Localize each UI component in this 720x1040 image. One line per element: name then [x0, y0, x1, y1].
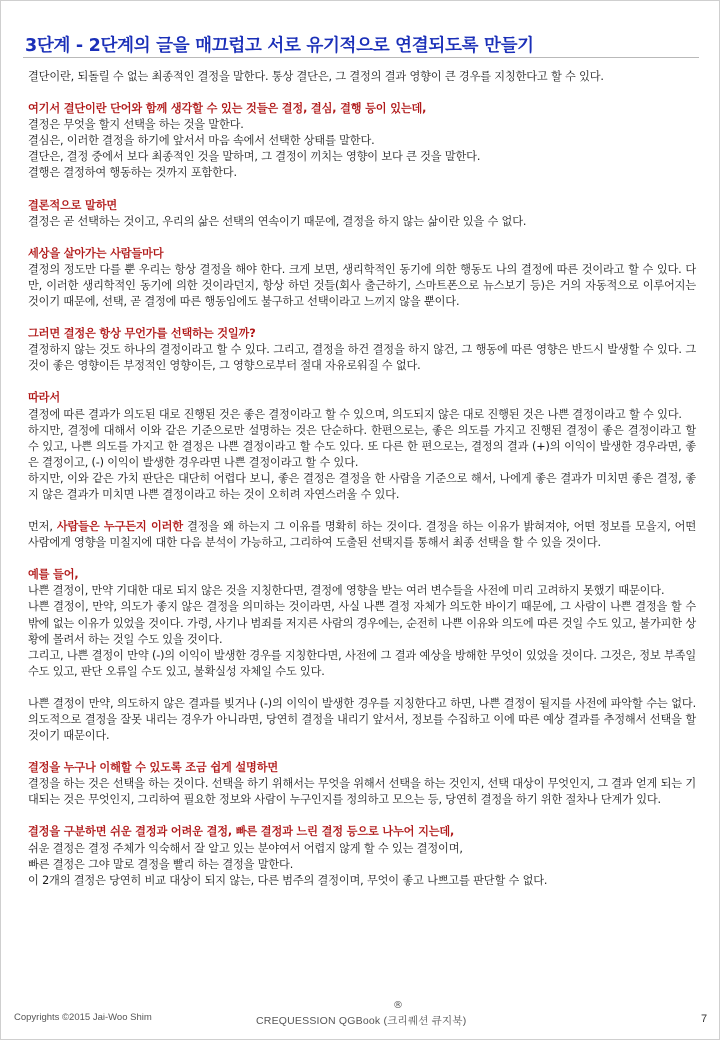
body-line: 결심은, 이러한 결정을 하기에 앞서서 마음 속에서 선택한 상태를 말한다. [28, 134, 375, 148]
body-line: 결행은 결정하여 행동하는 것까지 포함한다. [28, 166, 237, 180]
document-body [28, 69, 696, 889]
page-title: 3단계 - 2단계의 글을 매끄럽고 서로 유기적으로 연결되도록 만들기 [25, 36, 534, 56]
body-paragraph: 그리고, 나쁜 결정이 만약 (-)의 이익이 발생한 경우를 지칭한다면, 사전에 그 결과 예상을 방해한 무엇이 있었을 것이다. 그것은, 정보 부족일 수도 있고, 판단 오류일 수도 있고, 불확실성 자체일 수도 있다. [28, 648, 696, 678]
body-paragraph [28, 519, 696, 551]
book-title-footer: CREQUESSION QGBook (크리퀘션 큐지북) [256, 1015, 467, 1027]
body-paragraph: 하지만, 이와 같은 가치 판단은 대단히 어렵다 보니, 좋은 결정은 결정을 한 사람을 기준으로 해서, 나에게 좋은 결과가 미치면 좋은 결정, 좋지 않은 결과가 미치면 나쁜 결정이라고 하는 것이 오히려 자연스러울 수 있다. [28, 471, 696, 501]
body-line: 이 2개의 결정은 당연히 비교 대상이 되지 않는, 다른 범주의 결정이며, 무엇이 좋고 나쁘고를 판단할 수 없다. [28, 873, 548, 887]
copyright-notice: Copyrights ©2015 Jai-Woo Shim [14, 1012, 152, 1023]
page-number: 7 [701, 1013, 708, 1025]
body-paragraph: 나쁜 결정이, 만약, 의도가 좋지 않은 결정을 의미하는 것이라면, 사실 나쁜 결정 자체가 의도한 바이기 때문에, 그 사람이 나쁜 결정을 할 수밖에 없는 이유가 있었을 것이다. 가령, 사기나 범죄를 저지른 사람의 경우에는, 순전히 나쁜 이유와 의도에 따른 것일 수도 있고, 불가피한 상황에 몰려서 하는 것일 수도 있을 것이다. [28, 600, 696, 646]
intro-paragraph: 결단이란, 되돌릴 수 없는 최종적인 결정을 말한다. 통상 결단은, 그 결정의 결과 영향이 큰 경우를 지칭한다고 할 수 있다. [28, 70, 604, 83]
section-heading: 결정을 누구나 이해할 수 있도록 조금 쉽게 설명하면 [28, 761, 279, 775]
body-paragraph: 결정의 정도만 다를 뿐 우리는 항상 결정을 해야 한다. 크게 보면, 생리학적인 동기에 의한 행동도 나의 결정에 따른 것이라고 할 수 있다. 다만, 이러한 생리학적인 동기에 의한 것이라던지, 항상 하던 것들(회사 출근하기, 스마트폰으로 뉴스보기 등)은 거의 자동적으로 이루어지는 것이기 때문에, 선택, 곧 결정에 따른 행동임에도 불구하고 선택이라고 느끼지 않을 뿐이다. [28, 262, 696, 309]
body-paragraph: 하지만, 결정에 대해서 이와 같은 기준으로만 설명하는 것은 단순하다. 한편으로는, 좋은 의도를 가지고 진행된 결정이 좋은 결정이라고 할 수 있고, 나쁜 의도를 가지고 한 결정은 나쁜 결정이라고 할 수도 있다. 또 다른 한 편으로는, 결정의 결과 (+)의 이익이 발생한 경우라면, 좋은 결정이고, (-) 이익이 발생한 경우라면 나쁜 결정이라고 할 수 있다. [28, 423, 696, 469]
body-line: 결정은 무엇을 할지 선택을 하는 것을 말한다. [28, 118, 244, 132]
section-heading: 예를 들어, [28, 568, 79, 582]
section-heading: 그러면 결정은 항상 무언가를 선택하는 것일까? [28, 327, 256, 341]
body-paragraph: 결정을 하는 것은 선택을 하는 것이다. 선택을 하기 위해서는 무엇을 위해서 선택을 하는 것인지, 선택 대상이 무엇인지, 그 결과 얻게 되는 기대되는 것은 무엇인지, 그리하여 필요한 정보와 사람이 누구인지를 정의하고 모으는 등, 당연히 결정을 하기 위한 절차나 단계가 있다. [28, 777, 696, 807]
paragraph-rest: 결정을 왜 하는지 그 이유를 명확히 하는 것이다. 결정을 하는 이유가 밝혀져야, 어떤 정보를 모을지, 어떤 사람에게 영향을 미칠지에 대한 다음 분석이 가능하고, 그리하여 도출된 선택지를 통해서 최종 선택을 할 수 있을 것이다. [28, 520, 696, 550]
registered-mark: ® [393, 1000, 403, 1011]
section-heading: 결정을 구분하면 쉬운 결정과 어려운 결정, 빠른 결정과 느린 결정 등으로 나누어 지는데, [28, 825, 455, 839]
paragraph-lead: 먼저, [28, 520, 57, 534]
section-heading: 결론적으로 말하면 [28, 198, 118, 212]
body-paragraph: 결정하지 않는 것도 하나의 결정이라고 할 수 있다. 그리고, 결정을 하건 결정을 하지 않건, 그 행동에 따른 영향은 반드시 발생할 수 있다. 그것이 좋은 영향이든 부정적인 영향이든, 그 영향으로부터 절대 자유로워질 수 없다. [28, 343, 696, 373]
body-paragraph: 결정에 따른 결과가 의도된 대로 진행된 것은 좋은 결정이라고 할 수 있으며, 의도되지 않은 대로 진행된 것은 나쁜 결정이라고 할 수 있다. [28, 407, 682, 421]
body-paragraph: 결정은 곧 선택하는 것이고, 우리의 삶은 선택의 연속이기 때문에, 결정을 하지 않는 삶이란 있을 수 없다. [28, 214, 527, 228]
section-heading: 따라서 [28, 391, 60, 405]
body-line: 쉬운 결정은 결정 주체가 익숙해서 잘 알고 있는 분야여서 어렵지 않게 할 수 있는 결정이며, [28, 841, 463, 855]
highlighted-phrase: 사람들은 누구든지 이러한 [56, 520, 183, 534]
section-heading: 세상을 살아가는 사람들마다 [28, 246, 164, 260]
body-line: 빠른 결정은 그야 말로 결정을 빨리 하는 결정을 말한다. [28, 857, 294, 871]
title-divider [23, 57, 699, 58]
body-line: 결단은, 결정 중에서 보다 최종적인 것을 말하며, 그 결정이 끼치는 영향이 보다 큰 것을 말한다. [28, 150, 481, 164]
section-heading: 여기서 결단이란 단어와 함께 생각할 수 있는 것들은 결정, 결심, 결행 등이 있는데, [28, 102, 427, 116]
body-paragraph: 나쁜 결정이 만약, 의도하지 않은 결과를 빚거나 (-)의 이익이 발생한 경우를 지칭한다고 하면, 나쁜 결정이 될지를 사전에 파악할 수는 없다. 의도적으로 결정을 잘못 내리는 경우가 아니라면, 당연히 결정을 내리기 앞서서, 정보를 수집하고 이에 따른 예상 결과를 추정해서 선택을 할 것이기 때문이다. [28, 696, 696, 743]
body-paragraph: 나쁜 결정이, 만약 기대한 대로 되지 않은 것을 지칭한다면, 결정에 영향을 받는 여러 변수들을 사전에 미리 고려하지 못했기 때문이다. [28, 584, 665, 598]
